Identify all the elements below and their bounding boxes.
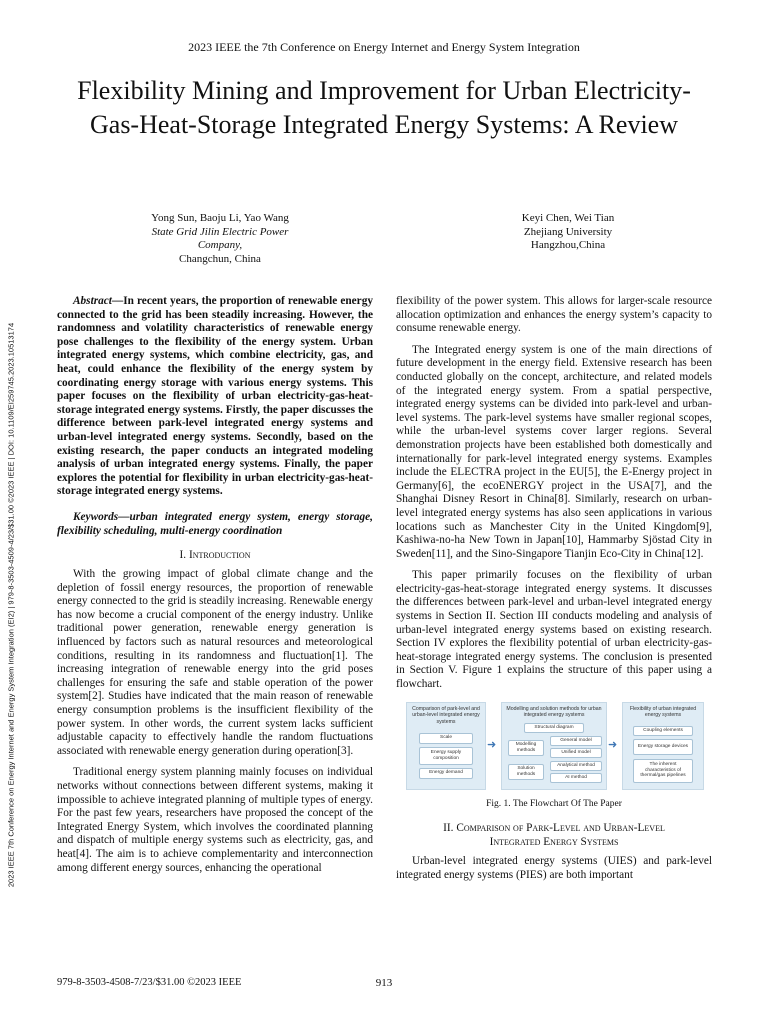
figure-item: Coupling elements	[633, 726, 693, 736]
figure-box-comparison	[406, 702, 486, 790]
author-location: Changchun, China	[179, 252, 261, 265]
figure-item: Energy demand	[419, 768, 473, 779]
paragraph-3: The Integrated energy system is one of the main directions of future development in the energy field. Extensive research has been conducted globally on the concept, architecture, and related models of the integrated energy system. From a spatial perspective, integrated energy systems can be divided into park-level and urban-level systems. The park-level systems have smaller regional scopes, while the urban-level systems cover larger regions. Several demonstration projects have been established both domestically and internationally for park-level integrated energy systems. Examples include the ELECTRA project in the EU[5], the E-Energy project in Germany[6], the ecoENERGY project in the USA[7], and the Shanghai Disney Resort in China[8]. Similarly, research on urban-level integrated energy systems has also seen applications in various locations such as Manchester City in the United Kingdom[9], Kashiwa-no-ha New Town in Japan[10], Hammarby Sjöstad City in Sweden[11], and the Sino-Singapore Tianjin Eco-City in China[12].	[396, 343, 712, 560]
figure-box-title: Flexibility of urban integrated energy systems	[629, 705, 697, 719]
paragraph-5: Urban-level integrated energy systems (UIES) and park-level integrated energy systems (PIES) are both important	[396, 855, 712, 881]
figure-box-title: Modelling and solution methods for urban integrated energy systems	[506, 705, 602, 719]
author-names: Keyi Chen, Wei Tian	[521, 212, 615, 224]
figure-item: General model	[550, 736, 602, 746]
figure-item: AI method	[550, 773, 602, 783]
figure-item: Structural diagram	[524, 723, 584, 733]
keywords-label: Keywords	[73, 510, 119, 523]
figure-item: Unified model	[550, 748, 602, 758]
keywords-text: urban integrated energy system, energy storage, flexibility scheduling, multi-energy coordination	[57, 510, 373, 537]
paragraph-2-continued: flexibility of the power system. This allows for larger-scale resource allocation optimization and enhances the energy system’s capacity to consume renewable energy.	[396, 295, 712, 335]
abstract-text: In recent years, the proportion of renewable energy connected to the grid has been steadily increasing. However, the randomness and volatility characteristics of renewable energy pose challenges to the flexibility of the energy system. Urban integrated energy systems, which combine electricity, gas, and heat, could enhance the flexibility of the energy system by coordinating energy storage with various energy systems. This paper focuses on the flexibility of urban electricity-gas-heat-storage integrated energy systems. Firstly, the paper discusses the difference between park-level integrated energy systems and urban-level integrated energy systems. Secondly, based on the existing research, the paper conducts an integrated modeling analysis of urban integrated energy systems. Finally, the paper explores the potential for flexibility in urban electricity-gas-heat-storage integrated energy systems.	[57, 295, 373, 498]
author-names: Yong Sun, Baoju Li, Yao Wang	[151, 212, 289, 224]
section-title: Comparison of Park-Level and Urban-Level	[456, 822, 665, 835]
author-location: Hangzhou,China	[530, 239, 606, 251]
sidebar-citation	[4, 240, 18, 970]
conference-header: 2023 IEEE the 7th Conference on Energy Internet and Energy System Integration	[188, 40, 580, 54]
figure-box-modelling	[501, 702, 607, 790]
section-title: Integrated Energy Systems	[489, 836, 619, 849]
paper-title: Flexibility Mining and Improvement for Urban Electricity-Gas-Heat-Storage Integrated Energy Systems: A Review	[77, 76, 691, 139]
author-affiliation: Company,	[197, 239, 243, 251]
author-affiliation: Zhejiang University	[523, 225, 613, 238]
section-heading-1	[57, 548, 373, 562]
flowchart-figure	[406, 702, 706, 790]
figure-item: Modelling methods	[508, 740, 544, 756]
paragraph-1: With the growing impact of global climate change and the depletion of fossil energy resources, the proportion of renewable energy connected to the grid is steadily increasing. Renewable energy has now become a crucial component of the energy industry. Unlike traditional power generation, renewable energy generation is influenced by factors such as natural resources and meteorological conditions, resulting in its randomness and fluctuation[1]. The increasing integration of renewable energy into the grid poses challenges for ensuring the safe and stable operation of the power system[2]. Studies have indicated that the main reason of renewable energy consumption problems is the insufficient flexibility of the power system. In other words, the current system lacks sufficient adjustable capacity to effectively handle the random fluctuations associated with renewable energy generation during operation[3].	[57, 568, 373, 757]
paragraph-2: Traditional energy system planning mainly focuses on individual networks without connections between different systems, making it impossible to achieve integrated planning of multiple types of energy. For the past few years, researchers have proposed the concept of the Integrated Energy System, which involves the coordinated planning and dispatch of multiple energy systems such as electricity, gas, and heat[4]. The aim is to achieve complementarity and interconnection among different energy sources, enhancing the operational	[57, 766, 373, 874]
figure-box-flexibility	[622, 702, 704, 790]
section-heading-2	[396, 821, 712, 849]
figure-item: The inherent characteristics of thermal/gas pipelines	[633, 759, 693, 783]
figure-item: Energy storage devices	[633, 739, 693, 755]
page-number: 913	[375, 977, 393, 989]
sidebar-text: 2023 IEEE 7th Conference on Energy Internet and Energy System Integration (EI2) | 979-8-3503-4509-4/23/$31.00 ©2023 IEEE | DOI: 10.1109/EI259745.2023.10513174	[6, 322, 16, 888]
abstract-label: Abstract	[73, 295, 112, 307]
keywords: Keywords—urban integrated energy system, energy storage, flexibility scheduling, multi-energy coordination	[57, 510, 373, 537]
author-block-1	[120, 212, 320, 266]
figure-caption: Fig. 1. The Flowchart Of The Paper	[486, 798, 622, 809]
left-column	[57, 295, 373, 875]
figure-item: Analytical method	[550, 761, 602, 771]
section-title: Introduction	[188, 549, 251, 562]
figure-box-title: Comparison of park-level and urban-level integrated energy systems	[412, 705, 480, 725]
section-number: I.	[179, 549, 187, 562]
paragraph-4: This paper primarily focuses on the flexibility of urban electricity-gas-heat-storage integrated energy systems. It discusses the differences between park-level and urban-level integrated energy systems in Section II. Section III conducts modeling and analysis of urban-level integrated energy systems based on existing research. Section IV explores the flexibility potential of urban electricity-gas-heat-storage integrated energy systems. The conclusion is presented in Section V. Figure 1 explains the structure of this paper using a flowchart.	[396, 569, 712, 691]
arrow-right-icon: ➜	[608, 738, 618, 751]
figure-item: Scale	[419, 733, 473, 744]
abstract: Abstract—In recent years, the proportion of renewable energy connected to the grid has been steadily increasing. However, the randomness and volatility characteristics of renewable energy pose challenges to the flexibility of the energy system. Urban integrated energy systems, which combine electricity, gas, and heat, could enhance the flexibility of the energy system by coordinating energy storage with various energy systems. This paper focuses on the flexibility of urban electricity-gas-heat-storage integrated energy systems. Firstly, the paper discusses the difference between park-level integrated energy systems and urban-level integrated energy systems. Secondly, based on the existing research, the paper conducts an integrated modeling analysis of urban integrated energy systems. Finally, the paper explores the potential for flexibility in urban electricity-gas-heat-storage integrated energy systems.	[57, 295, 373, 498]
section-number: II.	[443, 822, 454, 835]
arrow-right-icon: ➜	[487, 738, 497, 751]
footer-copyright: 979-8-3503-4508-7/23/$31.00 ©2023 IEEE	[57, 977, 242, 988]
figure-item: Solution methods	[508, 764, 544, 780]
right-column	[396, 295, 712, 882]
author-block-2	[468, 212, 668, 253]
author-affiliation: State Grid Jilin Electric Power	[151, 225, 289, 238]
figure-item: Energy supply composition	[419, 747, 473, 765]
